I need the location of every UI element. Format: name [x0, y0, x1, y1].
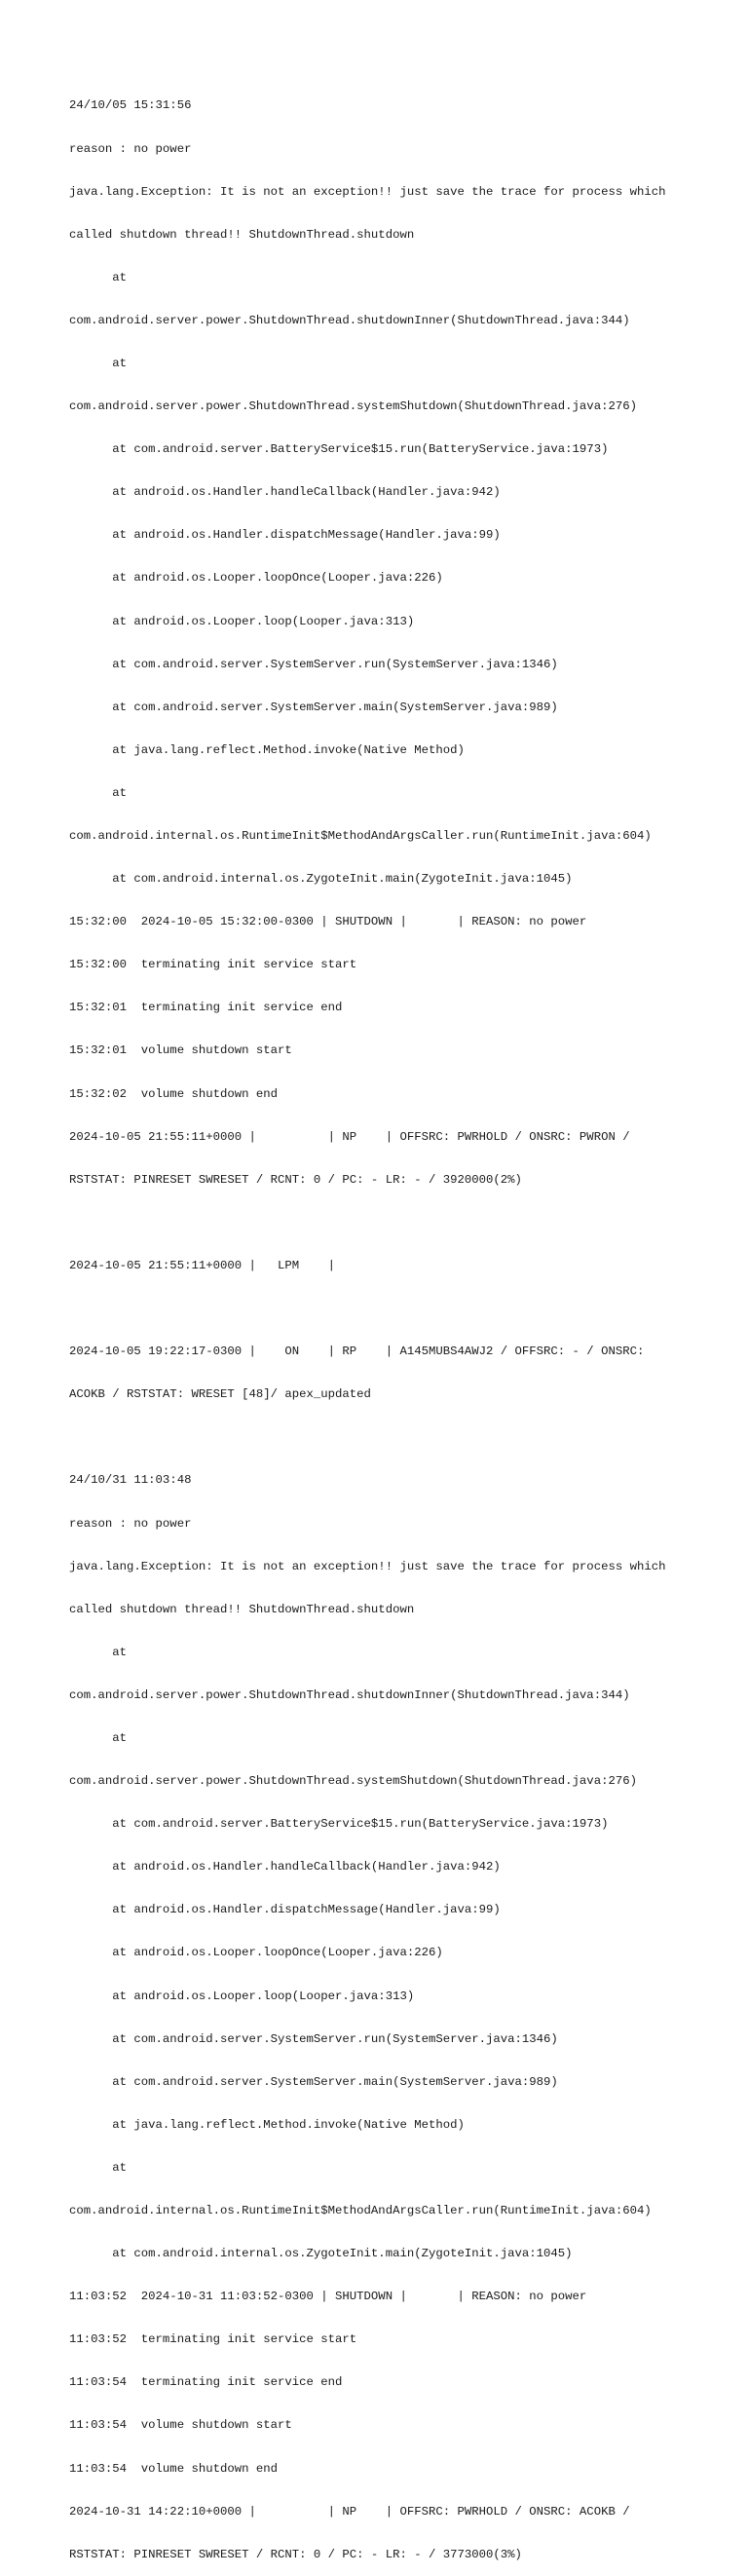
- log-line: reason : no power: [69, 1516, 192, 1531]
- log-line: 2024-10-05 19:22:17-0300 | ON | RP | A145MUBS4AWJ2 / OFFSRC: - / ONSRC:: [69, 1345, 645, 1359]
- log-line: at: [69, 356, 128, 370]
- log-line: com.android.server.power.ShutdownThread.shutdownInner(ShutdownThread.java:344): [69, 1687, 630, 1702]
- log-line: at: [69, 2160, 128, 2175]
- log-line: at com.android.server.BatteryService$15.run(BatteryService.java:1973): [69, 442, 609, 457]
- log-line: 15:32:01 terminating init service end: [69, 1001, 343, 1015]
- log-line: 2024-10-31 14:22:10+0000 | | NP | OFFSRC: PWRHOLD / ONSRC: ACOKB /: [69, 2504, 630, 2519]
- log-line: RSTSTAT: PINRESET SWRESET / RCNT: 0 / PC: - LR: - / 3773000(3%): [69, 2547, 522, 2561]
- log-line: 24/10/05 15:31:56: [69, 98, 192, 113]
- log-line: at android.os.Handler.dispatchMessage(Handler.java:99): [69, 1903, 501, 1917]
- log-line: com.android.server.power.ShutdownThread.shutdownInner(ShutdownThread.java:344): [69, 313, 630, 327]
- log-line: at android.os.Handler.handleCallback(Handler.java:942): [69, 1860, 501, 1875]
- log-line: at android.os.Looper.loop(Looper.java:313): [69, 614, 415, 628]
- log-document: [69, 70, 731, 2576]
- log-blank-line: [69, 1302, 731, 1316]
- log-line: 11:03:52 2024-10-31 11:03:52-0300 | SHUTDOWN | | REASON: no power: [69, 2290, 587, 2304]
- log-line: at com.android.internal.os.ZygoteInit.main(ZygoteInit.java:1045): [69, 872, 573, 887]
- log-line: at com.android.server.SystemServer.run(SystemServer.java:1346): [69, 657, 558, 671]
- log-line: at android.os.Handler.handleCallback(Handler.java:942): [69, 485, 501, 500]
- log-line: com.android.server.power.ShutdownThread.systemShutdown(ShutdownThread.java:276): [69, 399, 637, 414]
- log-line: 15:32:02 volume shutdown end: [69, 1086, 279, 1101]
- log-blank-line: [69, 1216, 731, 1231]
- log-line: at com.android.server.SystemServer.main(SystemServer.java:989): [69, 700, 558, 714]
- log-line: at com.android.server.SystemServer.main(SystemServer.java:989): [69, 2074, 558, 2089]
- log-line: at com.android.server.BatteryService$15.run(BatteryService.java:1973): [69, 1817, 609, 1832]
- log-line: RSTSTAT: PINRESET SWRESET / RCNT: 0 / PC: - LR: - / 3920000(2%): [69, 1172, 522, 1187]
- log-line: ACOKB / RSTSTAT: WRESET [48]/ apex_updated: [69, 1387, 371, 1402]
- log-line: at: [69, 785, 128, 800]
- log-line: 24/10/31 11:03:48: [69, 1473, 192, 1488]
- log-line: java.lang.Exception: It is not an exception!! just save the trace for process which: [69, 184, 666, 199]
- log-line: at com.android.internal.os.ZygoteInit.main(ZygoteInit.java:1045): [69, 2247, 573, 2261]
- log-line: at java.lang.reflect.Method.invoke(Native Method): [69, 2117, 465, 2132]
- log-line: at: [69, 1645, 128, 1659]
- log-line: com.android.internal.os.RuntimeInit$MethodAndArgsCaller.run(RuntimeInit.java:604): [69, 829, 652, 843]
- log-line: at com.android.server.SystemServer.run(SystemServer.java:1346): [69, 2031, 558, 2046]
- log-line: at android.os.Looper.loopOnce(Looper.java:226): [69, 1946, 443, 1960]
- log-line: 11:03:54 terminating init service end: [69, 2375, 343, 2390]
- log-line: 11:03:54 volume shutdown start: [69, 2418, 292, 2433]
- log-line: 15:32:00 2024-10-05 15:32:00-0300 | SHUTDOWN | | REASON: no power: [69, 915, 587, 929]
- log-line: called shutdown thread!! ShutdownThread.shutdown: [69, 1602, 415, 1616]
- log-line: 2024-10-05 21:55:11+0000 | | NP | OFFSRC: PWRHOLD / ONSRC: PWRON /: [69, 1129, 630, 1144]
- log-line: com.android.server.power.ShutdownThread.systemShutdown(ShutdownThread.java:276): [69, 1774, 637, 1789]
- log-line: 11:03:52 terminating init service start: [69, 2332, 357, 2347]
- log-line: at android.os.Looper.loopOnce(Looper.java:226): [69, 571, 443, 586]
- log-line: java.lang.Exception: It is not an exception!! just save the trace for process which: [69, 1559, 666, 1573]
- log-line: called shutdown thread!! ShutdownThread.shutdown: [69, 227, 415, 242]
- log-line: 15:32:00 terminating init service start: [69, 958, 357, 972]
- log-line: 11:03:54 volume shutdown end: [69, 2461, 279, 2476]
- log-line: at android.os.Handler.dispatchMessage(Handler.java:99): [69, 528, 501, 543]
- log-blank-line: [69, 1430, 731, 1445]
- log-line: at: [69, 1730, 128, 1745]
- log-line: 15:32:01 volume shutdown start: [69, 1043, 292, 1058]
- log-line: at: [69, 270, 128, 284]
- log-line: reason : no power: [69, 141, 192, 156]
- log-line: com.android.internal.os.RuntimeInit$MethodAndArgsCaller.run(RuntimeInit.java:604): [69, 2204, 652, 2217]
- log-line: at android.os.Looper.loop(Looper.java:313): [69, 1989, 415, 2003]
- log-line: at java.lang.reflect.Method.invoke(Native Method): [69, 742, 465, 757]
- log-line: 2024-10-05 21:55:11+0000 | LPM |: [69, 1258, 336, 1272]
